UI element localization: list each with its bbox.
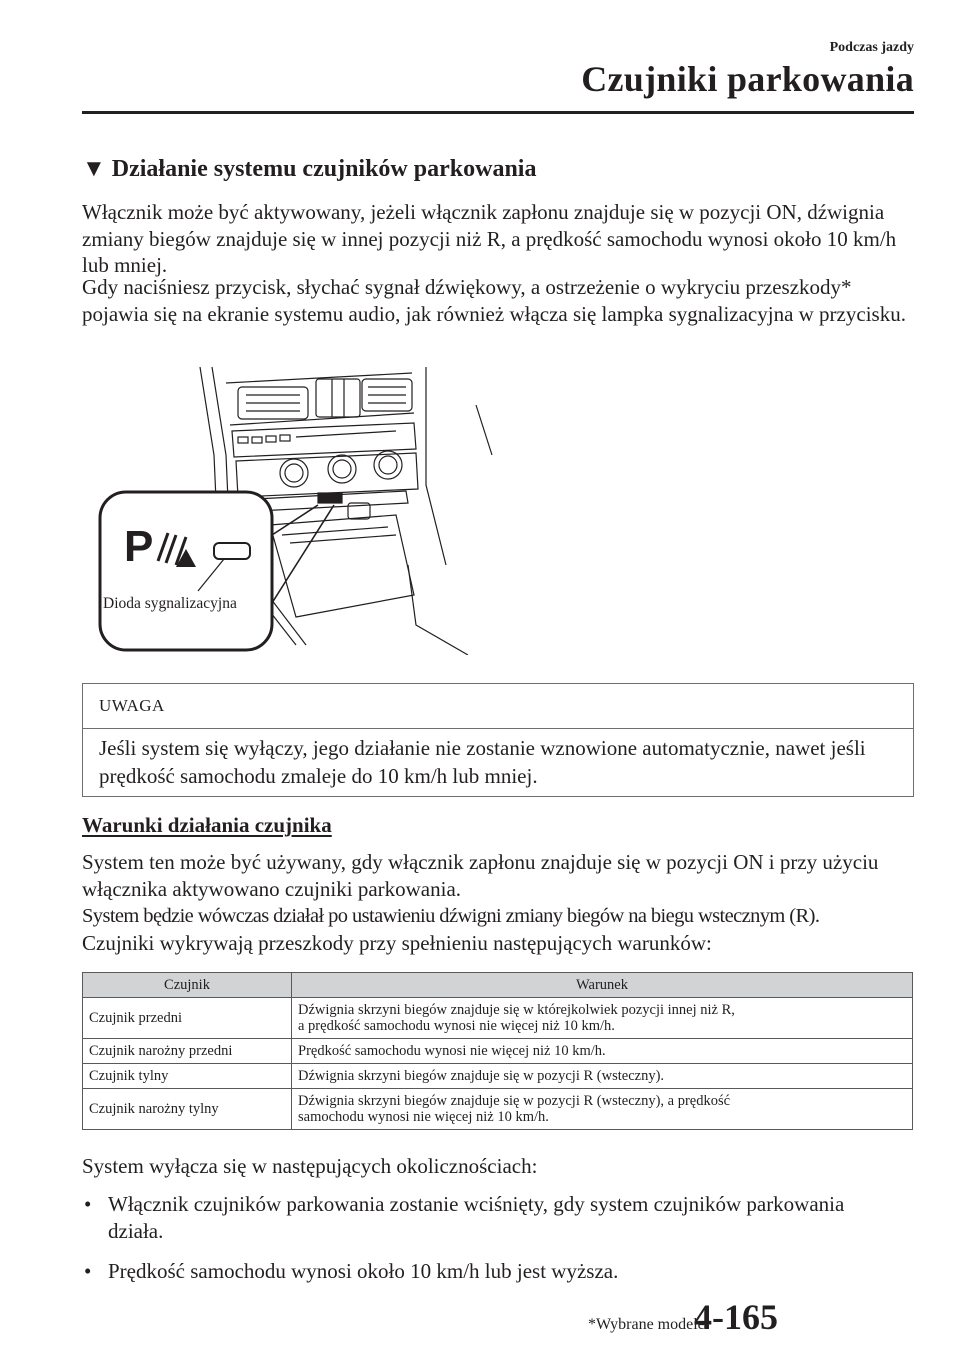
table-cell-sensor: Czujnik narożny tylny [83,1089,292,1130]
condition-line: Dźwignia skrzyni biegów znajduje się w pozycji R (wsteczny), a prędkość [298,1093,731,1109]
note-body: Jeśli system się wyłączy, jego działanie nie zostanie wznowione automatycznie, nawet jeśli prędkość samochodu zmaleje do 10 km/h lub mniej. [99,736,866,788]
parking-p-letter: P [124,522,154,571]
indicator-label: Dioda sygnalizacyjna [103,595,237,612]
table-cell-sensor: Czujnik przedni [83,998,292,1039]
condition-line: samochodu wynosi nie więcej niż 10 km/h. [298,1109,549,1125]
conditions-line-3: Czujniki wykrywają przeszkody przy spełnieniu następujących warunków: [82,931,712,955]
list-item [82,1191,902,1244]
conditions-line-2: System będzie wówczas działał po ustawieniu dźwigni zmiany biegów na biegu wstecznym (R). [82,905,820,927]
table-row [83,1064,913,1089]
table-row [83,1039,913,1064]
table-cell-condition [292,998,913,1039]
section-heading-text: Działanie systemu czujników parkowania [111,156,537,182]
condition-line: Dźwignia skrzyni biegów znajduje się w którejkolwiek pozycji innej niż R, [298,1002,735,1018]
bullet-icon: • [84,1259,92,1283]
intro-paragraph-1: Włącznik może być aktywowany, jeżeli włącznik zapłonu znajduje się w pozycji ON, dźwignia zmiany biegów znajduje się w innej pozycji niż R, a prędkość samochodu wynosi około 10 km/h lub mniej. [82,200,897,277]
conditions-heading: Warunki działania czujnika [82,813,332,837]
table-header-sensor: Czujnik [83,973,292,998]
header-rule [82,111,914,114]
bullet-icon: • [84,1192,92,1216]
dashboard-illustration [96,365,496,655]
section-name: Podczas jazdy [829,40,914,55]
sensor-conditions-table [82,972,913,1130]
conditions-line-1: System ten może być używany, gdy włącznik zapłonu znajduje się w pozycji ON i przy użyciu włącznika aktywowano czujniki parkowania. [82,850,879,901]
table-header-condition: Warunek [292,973,913,998]
page-title: Czujniki parkowania [581,59,914,99]
table-cell-condition: Dźwignia skrzyni biegów znajduje się w pozycji R (wsteczny). [292,1064,913,1089]
list-item [82,1258,902,1285]
condition-line: a prędkość samochodu wynosi nie więcej niż 10 km/h. [298,1018,615,1034]
table-cell-condition: Prędkość samochodu wynosi nie więcej niż 10 km/h. [292,1039,913,1064]
table-cell-condition [292,1089,913,1130]
table-cell-sensor: Czujnik tylny [83,1064,292,1089]
triangle-marker-icon: ▼ [82,156,106,182]
table-cell-sensor: Czujnik narożny przedni [83,1039,292,1064]
list-item-text: Prędkość samochodu wynosi około 10 km/h lub jest wyższa. [108,1259,619,1283]
table-row [83,1089,913,1130]
note-title: UWAGA [83,684,913,729]
list-item-text: Włącznik czujników parkowania zostanie wciśnięty, gdy system czujników parkowania działa. [108,1192,845,1243]
intro-paragraph-2: Gdy naciśniesz przycisk, słychać sygnał dźwiękowy, a ostrzeżenie o wykryciu przeszkody* pojawia się na ekranie systemu audio, jak również włącza się lampka sygnalizacyjna w przycisku. [82,275,906,326]
conditions-text [82,849,922,957]
section-heading [82,156,536,183]
shutdown-intro: System wyłącza się w następujących okolicznościach: [82,1154,538,1178]
table-header-row [83,973,913,998]
table-row [83,998,913,1039]
note-box [82,683,914,797]
page-number: 4-165 [694,1297,778,1337]
footnote: *Wybrane modele. [588,1316,709,1333]
